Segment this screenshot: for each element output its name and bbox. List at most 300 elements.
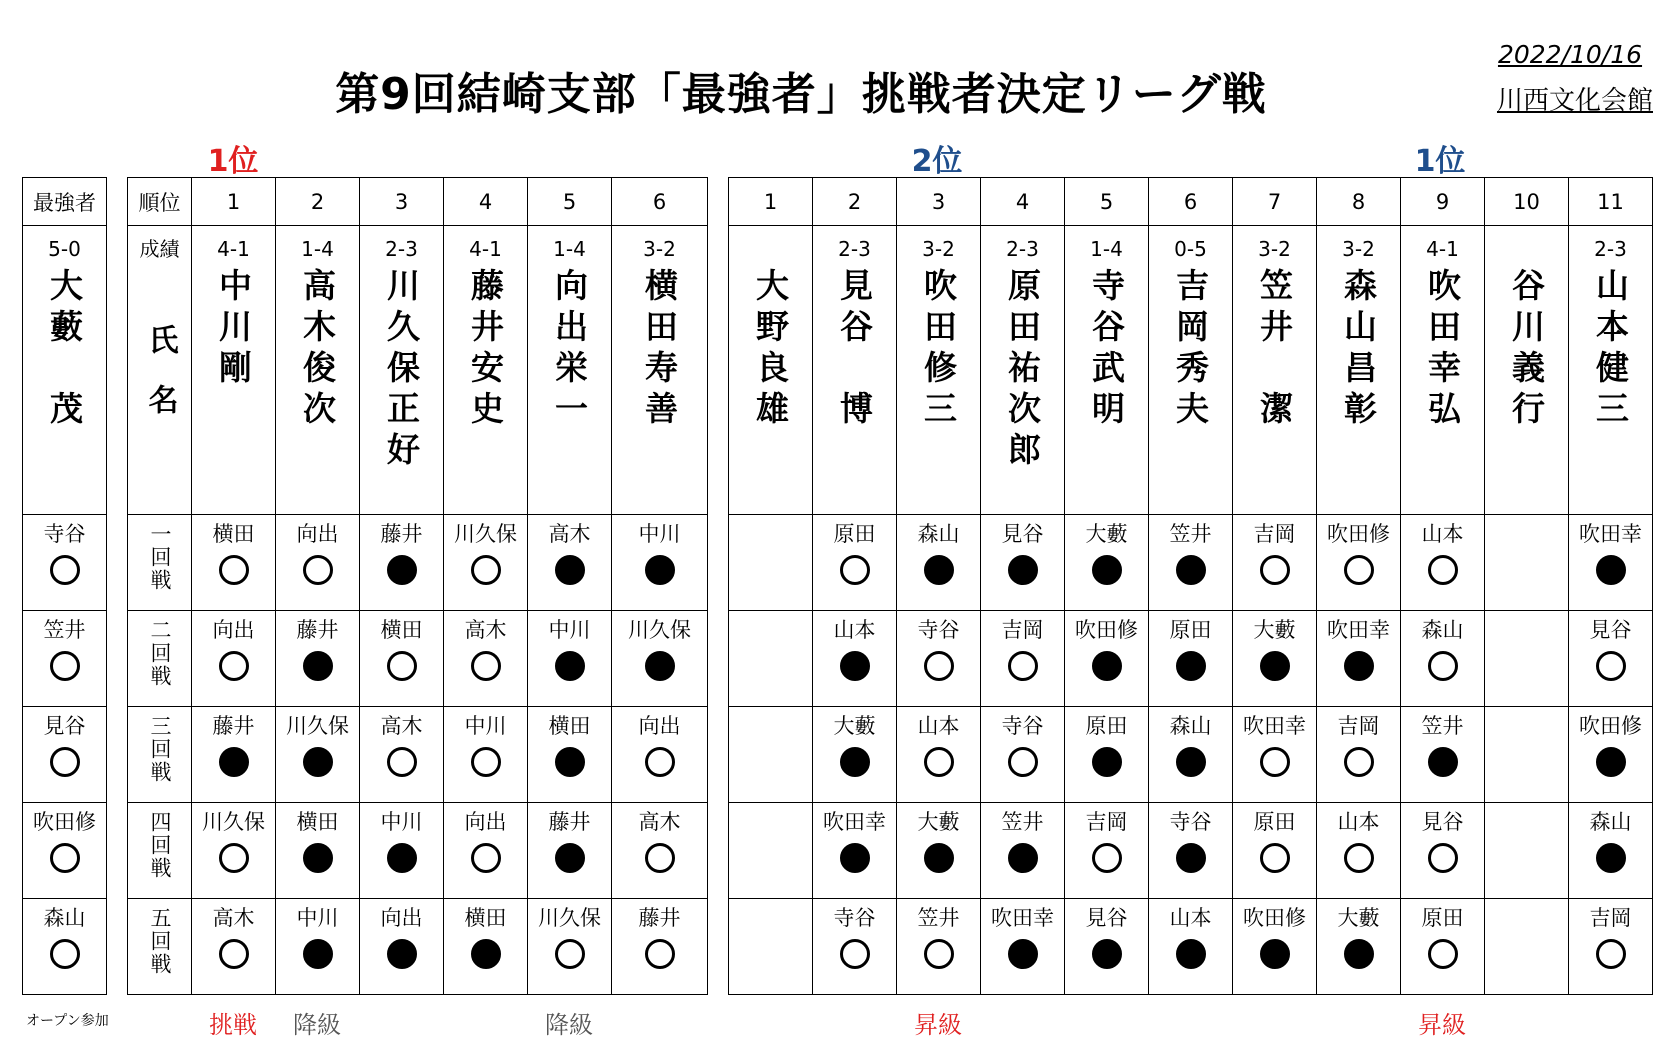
player-number: 5: [528, 178, 612, 226]
loss-mark: [1008, 939, 1038, 969]
loss-mark: [1176, 651, 1206, 681]
opponent-name: 吹田修: [1075, 618, 1138, 642]
round-label: 四回戦: [148, 811, 172, 880]
loss-mark: [1092, 651, 1122, 681]
rank-label-b2: 2位: [911, 144, 963, 179]
opponent-name: 中川: [548, 618, 591, 642]
open-participation-note: オープン参加: [26, 1013, 109, 1029]
round-cell: [1317, 611, 1401, 707]
opponent-name: 高木: [464, 618, 507, 642]
loss-mark: [840, 747, 870, 777]
round-cell: [1065, 515, 1149, 611]
opponent-name: 見谷: [1421, 810, 1464, 834]
player-name: 笠井 潔: [1255, 268, 1294, 432]
round-cell: [1233, 611, 1317, 707]
opponent-name: 川久保: [454, 522, 517, 546]
opponent-name: 大藪: [1253, 618, 1296, 642]
win-mark: [840, 555, 870, 585]
round-cell: [729, 803, 813, 899]
round-cell: [1233, 515, 1317, 611]
round-cell: [444, 707, 528, 803]
player-score: 2-3: [1594, 237, 1627, 261]
round-cell: [444, 803, 528, 899]
round-cell: [1569, 515, 1653, 611]
win-mark: [50, 939, 80, 969]
opponent-name: 森山: [1589, 810, 1632, 834]
player-cell: [1317, 226, 1401, 515]
opponent-name: [729, 713, 812, 739]
win-mark: [1260, 747, 1290, 777]
loss-mark: [645, 555, 675, 585]
win-mark: [219, 843, 249, 873]
player-status: 降級: [545, 1011, 593, 1039]
loss-mark: [1428, 747, 1458, 777]
round-label-cell: [128, 707, 192, 803]
player-number: 2: [276, 178, 360, 226]
player-name: 見谷 博: [835, 268, 874, 432]
round-cell: [813, 611, 897, 707]
player-status: 昇級: [1418, 1011, 1466, 1039]
win-mark: [1344, 843, 1374, 873]
round-cell: [813, 899, 897, 995]
round-cell: [729, 899, 813, 995]
opponent-name: 吹田幸: [823, 810, 886, 834]
opponent-name: 吉岡: [1253, 522, 1296, 546]
opponent-name: 横田: [212, 522, 255, 546]
round-cell: [1485, 515, 1569, 611]
round-cell: [1485, 707, 1569, 803]
round-cell: [192, 899, 276, 995]
player-name: 森山昌彰: [1339, 268, 1378, 432]
opponent-name: 向出: [380, 906, 423, 930]
win-mark: [471, 555, 501, 585]
loss-mark: [1176, 747, 1206, 777]
loss-mark: [1596, 747, 1626, 777]
opponent-name: [1485, 521, 1568, 547]
round-cell: [729, 707, 813, 803]
opponent-name: 山本: [917, 714, 960, 738]
win-mark: [219, 939, 249, 969]
player-number: 1: [192, 178, 276, 226]
opponent-name: 横田: [380, 618, 423, 642]
opponent-name: [729, 521, 812, 547]
loss-mark: [840, 651, 870, 681]
round-cell: [1233, 899, 1317, 995]
opponent-name: 吹田修: [1243, 906, 1306, 930]
player-status: 挑戦: [209, 1011, 257, 1039]
win-mark: [471, 651, 501, 681]
round-cell: [528, 707, 612, 803]
win-mark: [303, 555, 333, 585]
player-name: 川久保正好: [382, 268, 421, 473]
win-mark: [1428, 843, 1458, 873]
win-mark: [555, 939, 585, 969]
round-cell: [612, 515, 708, 611]
player-cell: [360, 226, 444, 515]
event-venue: 川西文化会館: [1496, 86, 1653, 116]
score-header: 成績: [139, 237, 180, 261]
round-cell: [276, 803, 360, 899]
round-cell: [1149, 803, 1233, 899]
player-cell: [612, 226, 708, 515]
loss-mark: [387, 555, 417, 585]
opponent-name: 吉岡: [1337, 714, 1380, 738]
champion-table: [22, 177, 107, 995]
round-cell: [729, 515, 813, 611]
player-number: 9: [1401, 178, 1485, 226]
win-mark: [387, 747, 417, 777]
round-cell: [1233, 707, 1317, 803]
win-mark: [1428, 651, 1458, 681]
round-cell: [729, 611, 813, 707]
opponent-name: [1485, 905, 1568, 931]
player-number: 6: [1149, 178, 1233, 226]
champion-round-cell: [23, 515, 107, 611]
round-cell: [612, 611, 708, 707]
win-mark: [219, 651, 249, 681]
opponent-name: 藤井: [296, 618, 339, 642]
opponent-name: 高木: [212, 906, 255, 930]
round-cell: [1317, 515, 1401, 611]
opponent-name: 吉岡: [1001, 618, 1044, 642]
win-mark: [1008, 651, 1038, 681]
player-score: 4-1: [1426, 237, 1459, 261]
round-cell: [276, 611, 360, 707]
loss-mark: [1260, 939, 1290, 969]
round-cell: [1401, 899, 1485, 995]
opponent-name: 高木: [380, 714, 423, 738]
opponent-name: 原田: [1253, 810, 1296, 834]
player-score: 4-1: [217, 237, 250, 261]
loss-mark: [924, 555, 954, 585]
player-number: 10: [1485, 178, 1569, 226]
opponent-name: 森山: [1169, 714, 1212, 738]
player-cell: [981, 226, 1065, 515]
player-number: 3: [897, 178, 981, 226]
champion-header: 最強者: [23, 178, 107, 226]
player-name: 藤井安史: [466, 268, 505, 432]
player-cell: [1233, 226, 1317, 515]
name-label-cell: [128, 226, 192, 515]
player-name: 山本健三: [1591, 268, 1630, 432]
round-cell: [1485, 899, 1569, 995]
champion-round-cell: [23, 899, 107, 995]
player-cell: [813, 226, 897, 515]
opponent-name: [1485, 809, 1568, 835]
round-cell: [1149, 611, 1233, 707]
round-cell: [1485, 803, 1569, 899]
opponent-name: 笠井: [43, 618, 86, 642]
win-mark: [1260, 843, 1290, 873]
loss-mark: [1260, 651, 1290, 681]
win-mark: [924, 747, 954, 777]
opponent-name: 川久保: [538, 906, 601, 930]
win-mark: [1428, 555, 1458, 585]
round-cell: [1485, 611, 1569, 707]
win-mark: [645, 747, 675, 777]
player-cell: [1149, 226, 1233, 515]
player-number: 11: [1569, 178, 1653, 226]
round-cell: [1569, 707, 1653, 803]
opponent-name: 見谷: [1001, 522, 1044, 546]
player-name: 吹田幸弘: [1423, 268, 1462, 432]
round-cell: [897, 611, 981, 707]
opponent-name: 中川: [638, 522, 681, 546]
round-cell: [192, 611, 276, 707]
round-cell: [897, 515, 981, 611]
opponent-name: 笠井: [917, 906, 960, 930]
loss-mark: [555, 651, 585, 681]
event-date: 2022/10/16: [1497, 40, 1643, 69]
round-cell: [612, 707, 708, 803]
round-cell: [981, 707, 1065, 803]
loss-mark: [1092, 939, 1122, 969]
player-score: 1-4: [301, 237, 334, 261]
player-score: 3-2: [1342, 237, 1375, 261]
loss-mark: [1596, 843, 1626, 873]
round-cell: [528, 899, 612, 995]
round-cell: [612, 899, 708, 995]
round-label: 三回戦: [148, 715, 172, 784]
round-cell: [1569, 899, 1653, 995]
opponent-name: 寺谷: [43, 522, 86, 546]
player-status: 降級: [293, 1011, 341, 1039]
opponent-name: 寺谷: [833, 906, 876, 930]
opponent-name: 横田: [548, 714, 591, 738]
loss-mark: [924, 843, 954, 873]
player-name: 原田祐次郎: [1003, 268, 1042, 473]
opponent-name: 原田: [1085, 714, 1128, 738]
round-cell: [981, 899, 1065, 995]
opponent-name: 向出: [296, 522, 339, 546]
opponent-name: 藤井: [638, 906, 681, 930]
round-cell: [1149, 899, 1233, 995]
opponent-name: 吉岡: [1085, 810, 1128, 834]
loss-mark: [1176, 843, 1206, 873]
round-cell: [1233, 803, 1317, 899]
round-cell: [276, 515, 360, 611]
opponent-name: 見谷: [1589, 618, 1632, 642]
round-label: 五回戦: [148, 907, 172, 976]
opponent-name: 吹田幸: [1579, 522, 1642, 546]
win-mark: [50, 747, 80, 777]
win-mark: [50, 651, 80, 681]
loss-mark: [1176, 939, 1206, 969]
round-cell: [1401, 707, 1485, 803]
opponent-name: 原田: [1169, 618, 1212, 642]
loss-mark: [1176, 555, 1206, 585]
player-score: 1-4: [553, 237, 586, 261]
round-cell: [360, 899, 444, 995]
player-name: 寺谷武明: [1087, 268, 1126, 432]
player-score: 1-4: [1090, 237, 1123, 261]
player-cell: [1065, 226, 1149, 515]
opponent-name: 横田: [296, 810, 339, 834]
opponent-name: 中川: [380, 810, 423, 834]
opponent-name: 笠井: [1421, 714, 1464, 738]
player-cell: [192, 226, 276, 515]
opponent-name: 中川: [296, 906, 339, 930]
round-cell: [1401, 803, 1485, 899]
player-name: 谷川義行: [1507, 268, 1546, 432]
loss-mark: [1008, 555, 1038, 585]
opponent-name: 大藪: [833, 714, 876, 738]
win-mark: [219, 555, 249, 585]
opponent-name: 原田: [1421, 906, 1464, 930]
round-cell: [1569, 803, 1653, 899]
loss-mark: [555, 843, 585, 873]
round-cell: [360, 515, 444, 611]
opponent-name: 吹田幸: [1243, 714, 1306, 738]
opponent-name: 向出: [464, 810, 507, 834]
player-name: 向出栄一: [550, 268, 589, 432]
opponent-name: [729, 809, 812, 835]
loss-mark: [1344, 939, 1374, 969]
opponent-name: [729, 905, 812, 931]
rank-header: 順位: [128, 178, 192, 226]
champion-round-cell: [23, 611, 107, 707]
opponent-name: 山本: [1421, 522, 1464, 546]
opponent-name: 見谷: [1085, 906, 1128, 930]
loss-mark: [1092, 747, 1122, 777]
player-cell: [1485, 226, 1569, 515]
player-score: 3-2: [922, 237, 955, 261]
round-cell: [528, 515, 612, 611]
round-cell: [1065, 803, 1149, 899]
win-mark: [471, 843, 501, 873]
league-a-table: [127, 177, 708, 995]
win-mark: [471, 747, 501, 777]
player-score: [1485, 236, 1568, 262]
round-cell: [528, 611, 612, 707]
round-cell: [1317, 803, 1401, 899]
loss-mark: [555, 747, 585, 777]
opponent-name: 高木: [638, 810, 681, 834]
round-cell: [360, 803, 444, 899]
loss-mark: [1344, 651, 1374, 681]
opponent-name: 吹田修: [1327, 522, 1390, 546]
round-cell: [1149, 515, 1233, 611]
champion-name: 大藪 茂: [45, 268, 84, 432]
player-number: 5: [1065, 178, 1149, 226]
opponent-name: 寺谷: [1169, 810, 1212, 834]
player-number: 7: [1233, 178, 1317, 226]
round-cell: [612, 803, 708, 899]
round-cell: [813, 803, 897, 899]
player-name: 吉岡秀夫: [1171, 268, 1210, 432]
round-cell: [897, 707, 981, 803]
win-mark: [1596, 939, 1626, 969]
opponent-name: 中川: [464, 714, 507, 738]
round-cell: [444, 515, 528, 611]
player-score: 4-1: [469, 237, 502, 261]
loss-mark: [219, 747, 249, 777]
round-cell: [813, 515, 897, 611]
player-score: [729, 236, 812, 262]
win-mark: [645, 843, 675, 873]
round-cell: [276, 899, 360, 995]
opponent-name: 吹田幸: [1327, 618, 1390, 642]
loss-mark: [303, 651, 333, 681]
champion-round-cell: [23, 803, 107, 899]
round-cell: [1065, 707, 1149, 803]
opponent-name: 川久保: [202, 810, 265, 834]
win-mark: [924, 651, 954, 681]
loss-mark: [1008, 843, 1038, 873]
opponent-name: 寺谷: [1001, 714, 1044, 738]
round-cell: [192, 803, 276, 899]
opponent-name: 横田: [464, 906, 507, 930]
opponent-name: 向出: [638, 714, 681, 738]
opponent-name: 笠井: [1169, 522, 1212, 546]
win-mark: [645, 939, 675, 969]
round-cell: [192, 515, 276, 611]
player-number: 6: [612, 178, 708, 226]
round-cell: [360, 707, 444, 803]
round-cell: [897, 899, 981, 995]
champion-cell: [23, 226, 107, 515]
player-number: 4: [444, 178, 528, 226]
rank-label-b9: 1位: [1414, 144, 1466, 179]
opponent-name: [729, 617, 812, 643]
player-number: 1: [729, 178, 813, 226]
player-cell: [1401, 226, 1485, 515]
opponent-name: 笠井: [1001, 810, 1044, 834]
player-score: 2-3: [838, 237, 871, 261]
opponent-name: 藤井: [380, 522, 423, 546]
win-mark: [1344, 555, 1374, 585]
player-score: 3-2: [1258, 237, 1291, 261]
player-cell: [729, 226, 813, 515]
champion-score: 5-0: [48, 237, 81, 261]
player-status: 昇級: [914, 1011, 962, 1039]
opponent-name: 吉岡: [1589, 906, 1632, 930]
opponent-name: 川久保: [286, 714, 349, 738]
loss-mark: [555, 555, 585, 585]
round-cell: [1149, 707, 1233, 803]
round-cell: [192, 707, 276, 803]
opponent-name: 吹田修: [33, 810, 96, 834]
player-number: 3: [360, 178, 444, 226]
opponent-name: 藤井: [212, 714, 255, 738]
player-number: 4: [981, 178, 1065, 226]
opponent-name: 寺谷: [917, 618, 960, 642]
loss-mark: [645, 651, 675, 681]
round-cell: [981, 803, 1065, 899]
opponent-name: 川久保: [628, 618, 691, 642]
player-score: 3-2: [643, 237, 676, 261]
opponent-name: 大藪: [1085, 522, 1128, 546]
round-cell: [444, 899, 528, 995]
round-label: 一回戦: [148, 523, 172, 592]
loss-mark: [303, 939, 333, 969]
opponent-name: 藤井: [548, 810, 591, 834]
round-cell: [981, 611, 1065, 707]
opponent-name: 高木: [548, 522, 591, 546]
round-cell: [444, 611, 528, 707]
player-score: 2-3: [385, 237, 418, 261]
round-cell: [1317, 899, 1401, 995]
opponent-name: 見谷: [43, 714, 86, 738]
win-mark: [1344, 747, 1374, 777]
opponent-name: 山本: [833, 618, 876, 642]
win-mark: [1260, 555, 1290, 585]
opponent-name: 吹田幸: [991, 906, 1054, 930]
round-label: 二回戦: [148, 619, 172, 688]
opponent-name: [1485, 713, 1568, 739]
champion-round-cell: [23, 707, 107, 803]
player-cell: [444, 226, 528, 515]
